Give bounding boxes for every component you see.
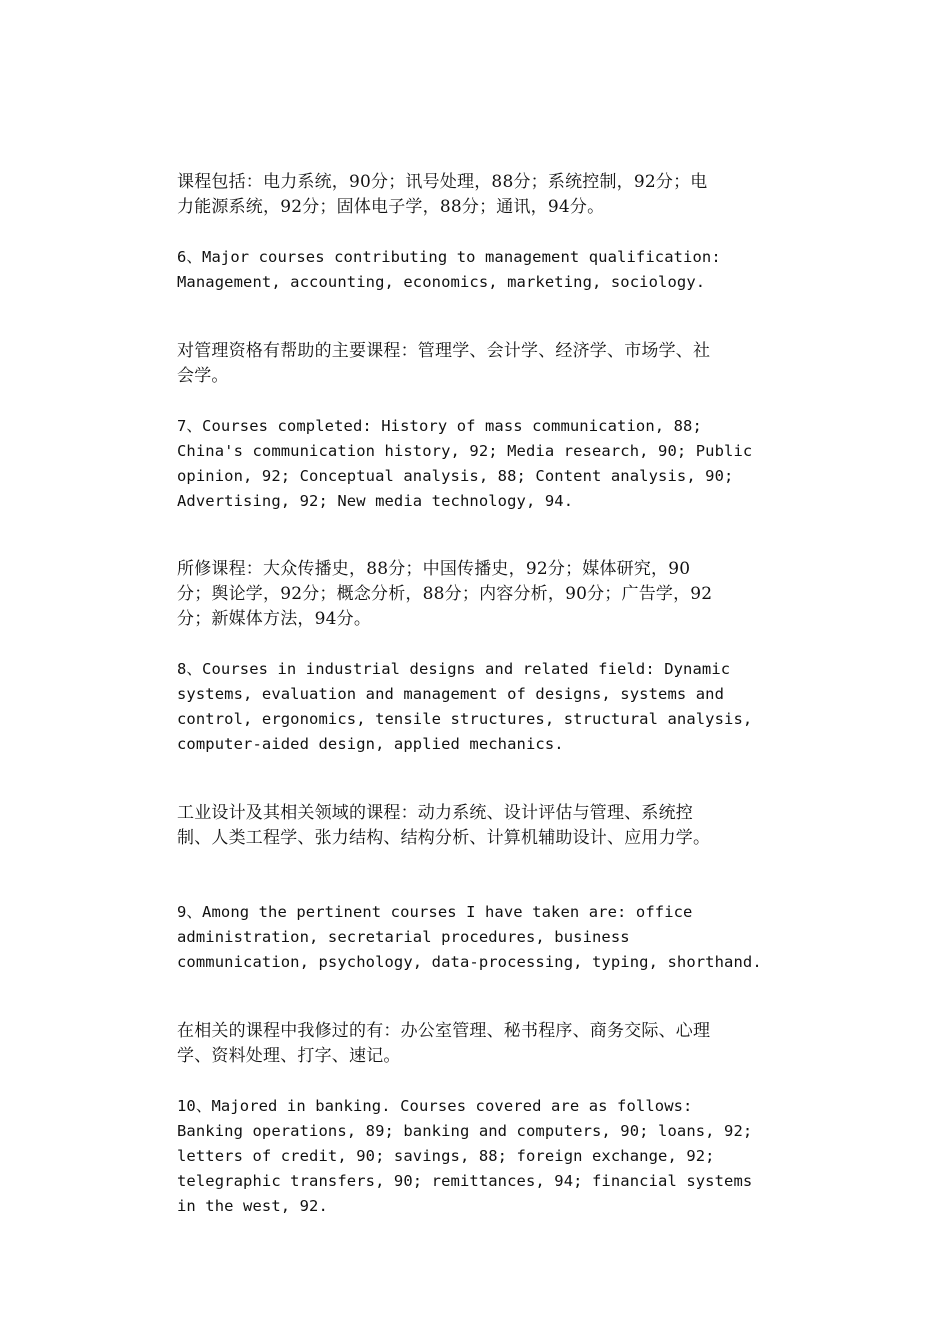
paragraph-6-management-en: 6、Major courses contributing to management qualification: Management, accounting, economics, marketing, sociology. xyxy=(177,248,721,291)
paragraph-7-communication-en: 7、Courses completed: History of mass communication, 88; China's communication history, 92; Media research, 90; Public opinion, 92; Conceptual analysis, 88; Content analysis, 90; Advertising, 92; New media technology, 94. xyxy=(177,417,753,510)
paragraph-7-communication-zh: 所修课程：大众传播史，88分；中国传播史，92分；媒体研究，90 分；舆论学，92分；概念分析，88分；内容分析，90分；广告学，92 分；新媒体方法，94分。 xyxy=(177,559,713,629)
paragraph-10-banking-en: 10、Majored in banking. Courses covered are as follows: Banking operations, 89; banking and computers, 90; loans, 92; letters of credit, 90; savings, 88; foreign exchange, 92; telegraphic transfers, 90; remittances, 94; financial systems in the west, 92. xyxy=(177,1097,753,1215)
paragraph-9-office-en: 9、Among the pertinent courses I have taken are: office administration, secretarial procedures, business communication, psychology, data-processing, typing, shorthand. xyxy=(177,903,762,971)
paragraph-8-industrial-design-en: 8、Courses in industrial designs and related field: Dynamic systems, evaluation and management of designs, systems and control, ergonomics, tensile structures, structural analysis, computer-aided design, applied mechanics. xyxy=(177,660,753,753)
paragraph-6-management-zh: 对管理资格有帮助的主要课程：管理学、会计学、经济学、市场学、社 会学。 xyxy=(177,341,711,386)
paragraph-ee-courses-zh: 课程包括：电力系统，90分；讯号处理，88分；系统控制，92分；电 力能源系统，92分；固体电子学，88分；通讯，94分。 xyxy=(177,172,708,217)
paragraph-8-industrial-design-zh: 工业设计及其相关领域的课程：动力系统、设计评估与管理、系统控 制、人类工程学、张力结构、结构分析、计算机辅助设计、应用力学。 xyxy=(177,803,711,848)
paragraph-9-office-zh: 在相关的课程中我修过的有：办公室管理、秘书程序、商务交际、心理 学、资料处理、打字、速记。 xyxy=(177,1021,711,1066)
